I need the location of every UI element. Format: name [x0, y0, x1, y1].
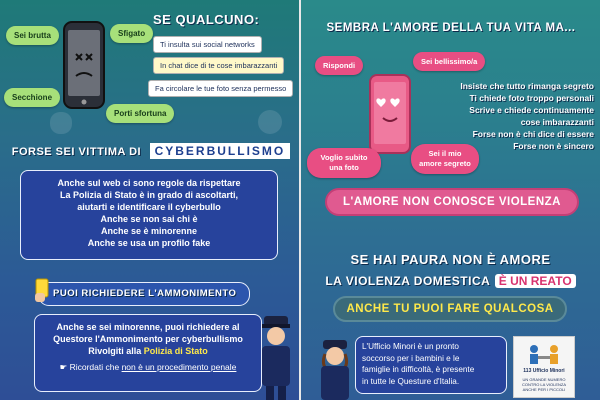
fear-line: SE HAI PAURA NON È AMORE	[350, 252, 551, 267]
ricordati-line	[35, 361, 261, 373]
messenger-icon	[258, 110, 282, 134]
threat-imbarazzanti: In chat dice di te cose imbarazzanti	[153, 57, 284, 74]
sad-phone-icon	[62, 20, 106, 110]
instagram-icon	[50, 112, 72, 134]
sign-line: Ti chiede foto troppo personali	[469, 93, 594, 103]
bubble-bellissimo: Sei bellissimo/a	[413, 52, 485, 71]
ammonimento-pill	[38, 282, 250, 306]
domestic-prefix: LA VIOLENZA DOMESTICA	[325, 274, 491, 288]
love-phone-icon	[367, 72, 413, 156]
sign-line: cose imbarazzanti	[520, 117, 594, 127]
victim-title	[4, 142, 298, 160]
love-banner: L'AMORE NON CONOSCE VIOLENZA	[325, 188, 579, 216]
ammonimento-title: PUOI RICHIEDERE L'AMMONIMENTO	[53, 288, 237, 299]
rules-box	[20, 170, 278, 260]
left-panel-cyberbullismo	[0, 0, 299, 400]
sign-line: Scrive e chiede continuamente	[469, 105, 594, 115]
ufficio-minori-card	[513, 336, 575, 398]
card-label: 113 Ufficio Minori	[523, 368, 565, 374]
right-heading: SEMBRA L'AMORE DELLA TUA VITA MA...	[326, 22, 576, 34]
threat-insulta: Ti insulta sui social networks	[153, 36, 262, 53]
police-officer-girl-icon	[315, 338, 355, 400]
ricordati-prefix: Ricordati che	[69, 362, 120, 372]
rules-line: La Polizia di Stato è in grado di ascoltarti,	[59, 190, 239, 200]
ufficio-line: in tutte le Questure d'Italia.	[362, 376, 460, 386]
ricordati-link: non è un procedimento penale	[121, 362, 237, 372]
victim-prefix: FORSE SEI VITTIMA DI	[11, 146, 142, 158]
warning-signs	[444, 80, 594, 152]
right-panel-violenza	[301, 0, 600, 400]
pointing-hand-icon: ☛	[59, 362, 68, 372]
bubble-sei-brutta: Sei brutta	[6, 26, 59, 45]
victim-word: CYBERBULLISMO	[150, 143, 291, 159]
bubble-voglio: Voglio subito una foto	[307, 148, 381, 178]
ufficio-line: soccorso per i bambini e le	[362, 353, 460, 363]
sign-line: Forse non è sincero	[513, 141, 594, 151]
ufficio-line: L'Ufficio Minori è un pronto	[362, 342, 459, 351]
rules-line: aiutarti e identificare il cyberbullo	[77, 202, 221, 212]
rules-line: Anche se è minorenne	[100, 226, 198, 236]
sign-line: Forse non è chi dice di essere	[472, 129, 594, 139]
action-line: ANCHE TU PUOI FARE QUALCOSA	[333, 296, 567, 322]
threat-foto: Fa circolare le tue foto senza permesso	[148, 80, 293, 97]
bubble-sei-il-mio: Sei il mio amore segreto	[411, 144, 479, 174]
domestic-line	[301, 272, 600, 290]
sign-line: Insiste che tutto rimanga segreto	[460, 81, 594, 91]
left-heading: SE QUALCUNO:	[153, 12, 260, 27]
rules-line: Anche sul web ci sono regole da rispettare	[57, 178, 241, 188]
rules-line: Anche se non sai chi è	[100, 214, 198, 224]
ammonimento-box	[34, 314, 262, 392]
ammonimento-line: Anche se sei minorenne, puoi richiedere al	[56, 322, 240, 332]
bubble-porti-sfortuna: Porti sfortuna	[106, 104, 174, 123]
card-sub: UN GRANDE NUMERO CONTRO LA VIOLENZA ANCHE PER I PICCOLI	[521, 377, 566, 392]
bubble-secchione: Secchione	[4, 88, 60, 107]
rivolgiti-prefix: Rivolgiti alla	[88, 346, 142, 356]
rivolgiti-highlight: Polizia di Stato	[143, 346, 208, 356]
ufficio-line: famiglie in difficoltà, è presente	[362, 365, 475, 374]
bubble-sfigato: Sfigato	[110, 24, 153, 43]
police-officer-icon	[256, 312, 296, 400]
yellow-card-icon	[33, 277, 51, 303]
children-logo-icon	[524, 343, 564, 365]
rules-line: Anche se usa un profilo fake	[87, 238, 211, 248]
domestic-highlight: È UN REATO	[495, 274, 576, 288]
ufficio-box	[355, 336, 507, 394]
bubble-rispondi: Rispondi	[315, 56, 363, 75]
ammonimento-line: Questore l'Ammonimento per cyberbullismo	[53, 334, 243, 344]
rivolgiti-line	[35, 345, 261, 357]
